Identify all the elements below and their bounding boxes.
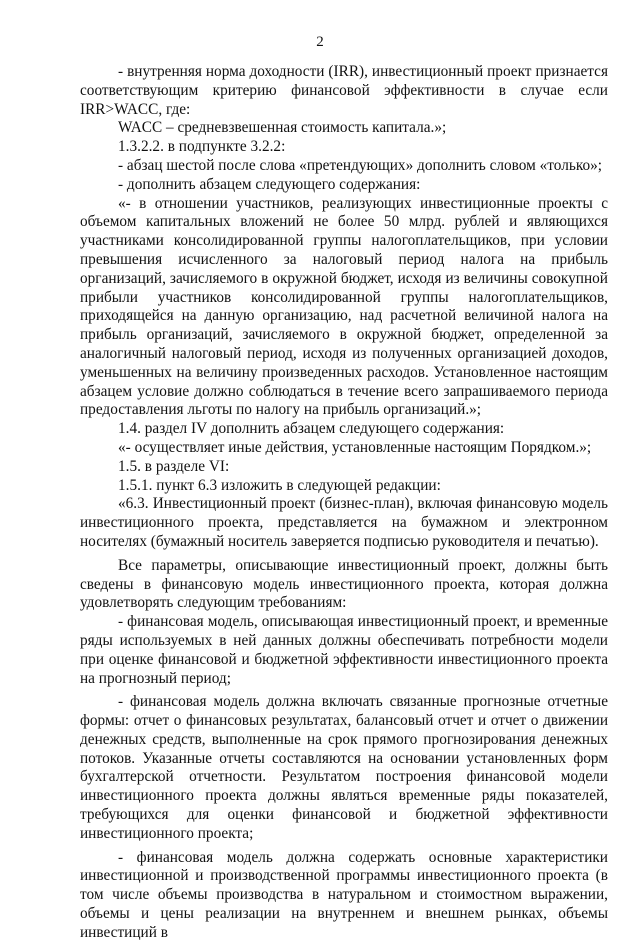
paragraph-model-parameters: Все параметры, описывающие инвестиционный проект, должны быть сведены в финансовую модель инвестиционного проекта, которая должна удовлетворять следующим требованиям: <box>80 556 608 612</box>
paragraph-consolidated-group-condition: «- в отношении участников, реализующих инвестиционные проекты с объемом капитальных вложений не более 50 млрд. рублей и являющихся участниками консолидированной группы налогоплательщиков, при условии превышения исчисленного за налоговый период налога на прибыль организаций, зачисляемого в окружной бюджет, исходя из величины совокупной прибыли участников консолидированной группы налогоплательщиков, приходящейся на данную организацию, над расчетной величиной налога на прибыль организаций, зачисляемого в окружной бюджет, определенной за аналогичный налоговый период, исходя из полученных организацией доходов, уменьшенных на величину произведенных расходов. Установленное настоящим абзацем условие должно соблюдаться в течение всего запрашиваемого периода предоставления льготы по налогу на прибыль организаций.»; <box>80 194 608 419</box>
paragraph-add-indent: - дополнить абзацем следующего содержания: <box>118 175 421 193</box>
paragraph-model-requirement-2: - финансовая модель должна включать связанные прогнозные отчетные формы: отчет о финансовых результатах, балансовый отчет и отчет о движении денежных средств, выполненные на срок прямого прогнозирования денежных потоков. Указанные отчеты составляются на основании установленных форм бухгалтерской отчетности. Результатом построения финансовой модели инвестиционного проекта должны являться временные ряды показателей, требующихся для оценки финансовой и бюджетной эффективности инвестиционного проекта; <box>80 693 608 842</box>
paragraph-sixth-indent-amendment: - абзац шестой после слова «претендующих» дополнить словом «только»; <box>118 156 603 174</box>
paragraph-section-vi: 1.5. в разделе VI: <box>118 457 230 475</box>
paragraph-wacc-definition: WACC – средневзвешенная стоимость капитала.»; <box>118 119 447 137</box>
page-number: 2 <box>316 34 324 50</box>
paragraph-section-iv-amendment: 1.4. раздел IV дополнить абзацем следующего содержания: <box>118 420 505 438</box>
paragraph-other-actions: «- осуществляет иные действия, установленные настоящим Порядком.»; <box>118 438 592 456</box>
paragraph-model-requirement-3: - финансовая модель должна содержать основные характеристики инвестиционной и производственной программы инвестиционного проекта (в том числе объемы производства в натуральном и стоимостном выражении, объемы и цены реализации на внутреннем и внешнем рынках, объемы инвестиций в <box>80 848 608 941</box>
paragraph-subclause-1-3-2-2: 1.3.2.2. в подпункте 3.2.2: <box>118 138 286 156</box>
paragraph-irr-criterion: - внутренняя норма доходности (IRR), инвестиционный проект признается соответствующим критерию финансовой эффективности в случае если IRR>WACC, где: <box>80 63 608 118</box>
paragraph-clause-6-3-intro: 1.5.1. пункт 6.3 изложить в следующей редакции: <box>118 476 441 494</box>
paragraph-clause-6-3: «6.3. Инвестиционный проект (бизнес-план), включая финансовую модель инвестиционного проекта, представляется на бумажном и электронном носителях (бумажный носитель заверяется подписью руководителя и печатью). <box>80 495 608 550</box>
document-body <box>80 63 608 943</box>
paragraph-model-requirement-1: - финансовая модель, описывающая инвестиционный проект, и временные ряды используемых в ней данных должны обеспечивать потребности модели при оценке финансовой и бюджетной эффективности инвестиционного проекта на прогнозный период; <box>80 613 608 687</box>
